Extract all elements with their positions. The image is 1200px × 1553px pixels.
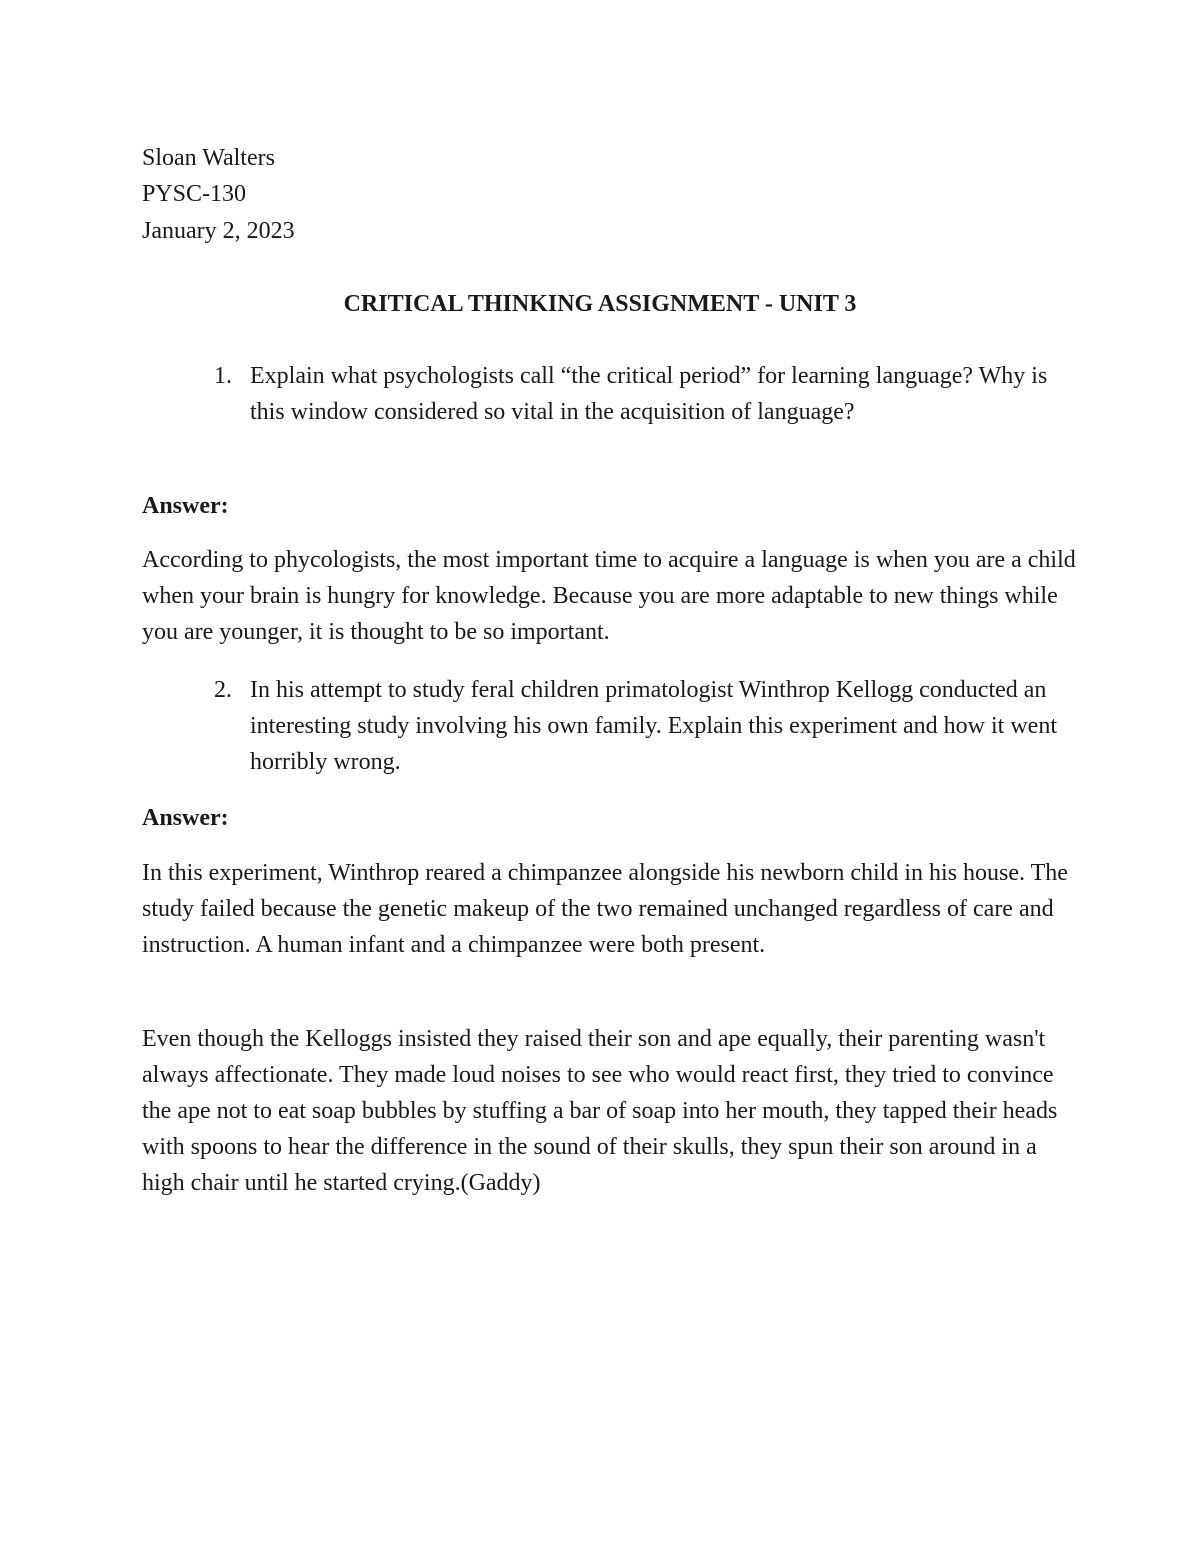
question-number: 1. (214, 363, 232, 389)
answer-label: Answer: (142, 493, 229, 519)
answer-paragraph: In this experiment, Winthrop reared a chimpanzee alongside his newborn child in his house. The study failed because the genetic makeup of the two remained unchanged regardless of care and instruction. A human infant and a chimpanzee were both present. (142, 860, 1068, 958)
document-date: January 2, 2023 (142, 218, 295, 244)
answer-paragraph: Even though the Kelloggs insisted they raised their son and ape equally, their parenting wasn't always affectionate. They made loud noises to see who would react first, they tried to convince the ape not to eat soap bubbles by stuffing a bar of soap into her mouth, they tapped their heads with spoons to hear the difference in the sound of their skulls, they spun their son around in a high chair until he started crying.(Gaddy) (142, 1026, 1058, 1196)
question-2 (142, 672, 1082, 780)
question-number: 2. (214, 677, 232, 703)
author-name: Sloan Walters (142, 145, 275, 171)
document-title: CRITICAL THINKING ASSIGNMENT - UNIT 3 (343, 291, 857, 317)
answer-label: Answer: (142, 805, 229, 831)
question-text: In his attempt to study feral children primatologist Winthrop Kellogg conducted an interesting study involving his own family. Explain this experiment and how it went horribly wrong. (250, 677, 1057, 775)
course-code: PYSC-130 (142, 181, 247, 207)
answer-paragraph: According to phycologists, the most important time to acquire a language is when you are a child when your brain is hungry for knowledge. Because you are more adaptable to new things while you are younger, it is thought to be so important. (142, 547, 1076, 645)
question-1 (142, 358, 1082, 430)
question-text: Explain what psychologists call “the critical period” for learning language? Why is this window considered so vital in the acquisition of language? (250, 363, 1048, 425)
